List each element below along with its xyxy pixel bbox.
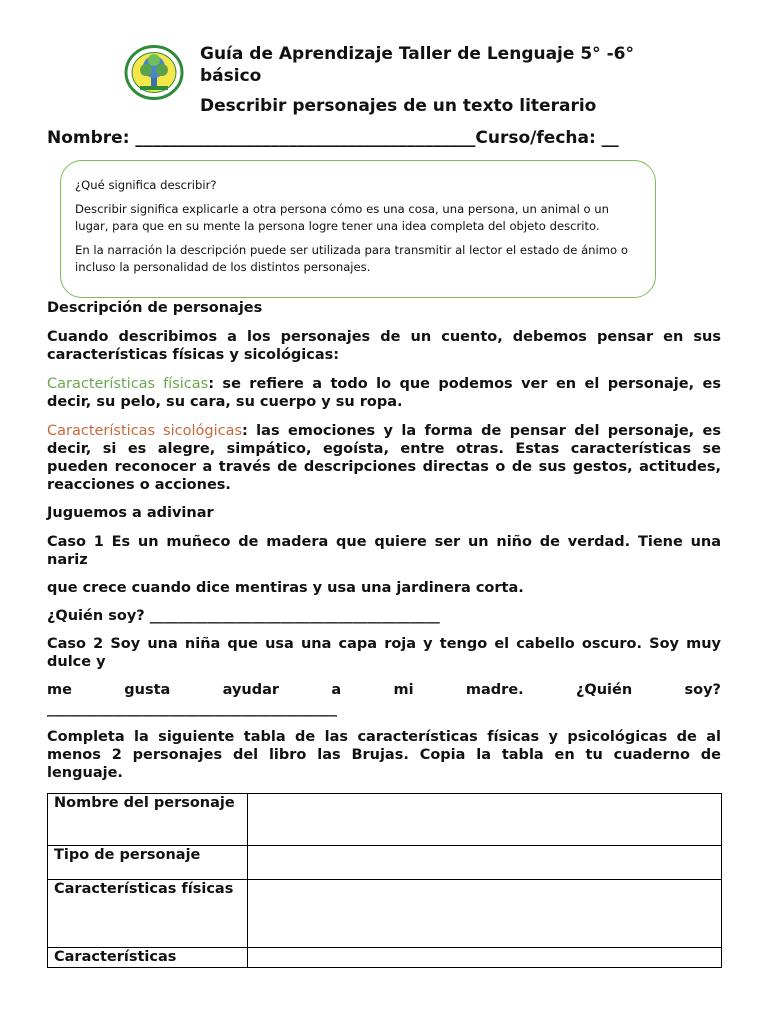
physical-definition <box>47 375 721 411</box>
school-logo <box>124 45 184 100</box>
case-1-text-continued: que crece cuando dice mentiras y usa una jardinera corta. <box>47 580 524 596</box>
info-box <box>60 160 656 298</box>
page-title: Guía de Aprendizaje Taller de Lenguaje 5° -6° <box>200 44 634 64</box>
word: soy? <box>684 682 721 698</box>
case-2-answer-field[interactable]: ________________________________________ <box>47 701 337 717</box>
case-2-text: Caso 2 Soy una niña que usa una capa roja y tengo el cabello oscuro. Soy muy dulce y <box>47 636 721 670</box>
physical-term: Características físicas <box>47 376 209 392</box>
psychological-text: : las emociones y la forma de pensar del personaje, es decir, si es alegre, simpático, egoísta, entre otras. Estas características se pueden reconocer a través de descripciones directas o de sus gestos, actitudes, reacciones o acciones. <box>47 423 722 493</box>
section-heading: Descripción de personajes <box>47 300 263 316</box>
row-label: Nombre del personaje <box>48 794 248 846</box>
row-label: Características físicas <box>48 880 248 948</box>
physical-text: : se refiere a todo lo que podemos ver en el personaje, es decir, su pelo, su cara, su cuerpo y su ropa. <box>47 376 721 410</box>
game-heading: Juguemos a adivinar <box>47 505 214 521</box>
word: madre. <box>465 682 524 698</box>
answer-cell[interactable] <box>248 846 722 880</box>
info-question: ¿Qué significa describir? <box>75 178 217 192</box>
table-row <box>48 880 722 948</box>
page-subtitle: Describir personajes de un texto literario <box>200 96 597 116</box>
word: gusta <box>124 682 171 698</box>
table-row <box>48 794 722 846</box>
table-row <box>48 846 722 880</box>
table-instructions: Completa la siguiente tabla de las características físicas y psicológicas de al menos 2 personajes del libro las Brujas. Copia la tabla en tu cuaderno de lenguaje. <box>47 729 721 781</box>
info-paragraph: En la narración la descripción puede ser utilizada para transmitir al lector el estado de ánimo o incluso la personalidad de los distintos personajes. <box>75 243 628 274</box>
answer-cell[interactable] <box>248 948 722 968</box>
table-row <box>48 948 722 968</box>
word: mi <box>393 682 414 698</box>
name-course-field[interactable]: Nombre: ________________________________________Curso/fecha: __ <box>47 128 619 148</box>
case-1-text: Caso 1 Es un muñeco de madera que quiere ser un niño de verdad. Tiene una nariz <box>47 534 721 568</box>
psychological-term: Características sicológicas <box>47 423 243 439</box>
word: ¿Quién <box>576 682 633 698</box>
row-label: Tipo de personaje <box>48 846 248 880</box>
case-2-question-line <box>47 681 721 699</box>
word: a <box>331 682 342 698</box>
word: ayudar <box>222 682 280 698</box>
character-table <box>47 793 722 968</box>
case-1-answer-field[interactable]: ¿Quién soy? ________________________________________ <box>47 608 440 624</box>
answer-cell[interactable] <box>248 880 722 948</box>
word: me <box>47 682 72 698</box>
psychological-definition <box>47 422 721 494</box>
page-title-continued: básico <box>200 66 262 86</box>
answer-cell[interactable] <box>248 794 722 846</box>
info-paragraph: Describir significa explicarle a otra persona cómo es una cosa, una persona, un animal o un lugar, para que en su mente la persona logre tener una idea completa del objeto descrito. <box>75 202 609 233</box>
intro-paragraph: Cuando describimos a los personajes de un cuento, debemos pensar en sus características físicas y sicológicas: <box>47 329 721 363</box>
row-label: Características <box>48 948 248 968</box>
